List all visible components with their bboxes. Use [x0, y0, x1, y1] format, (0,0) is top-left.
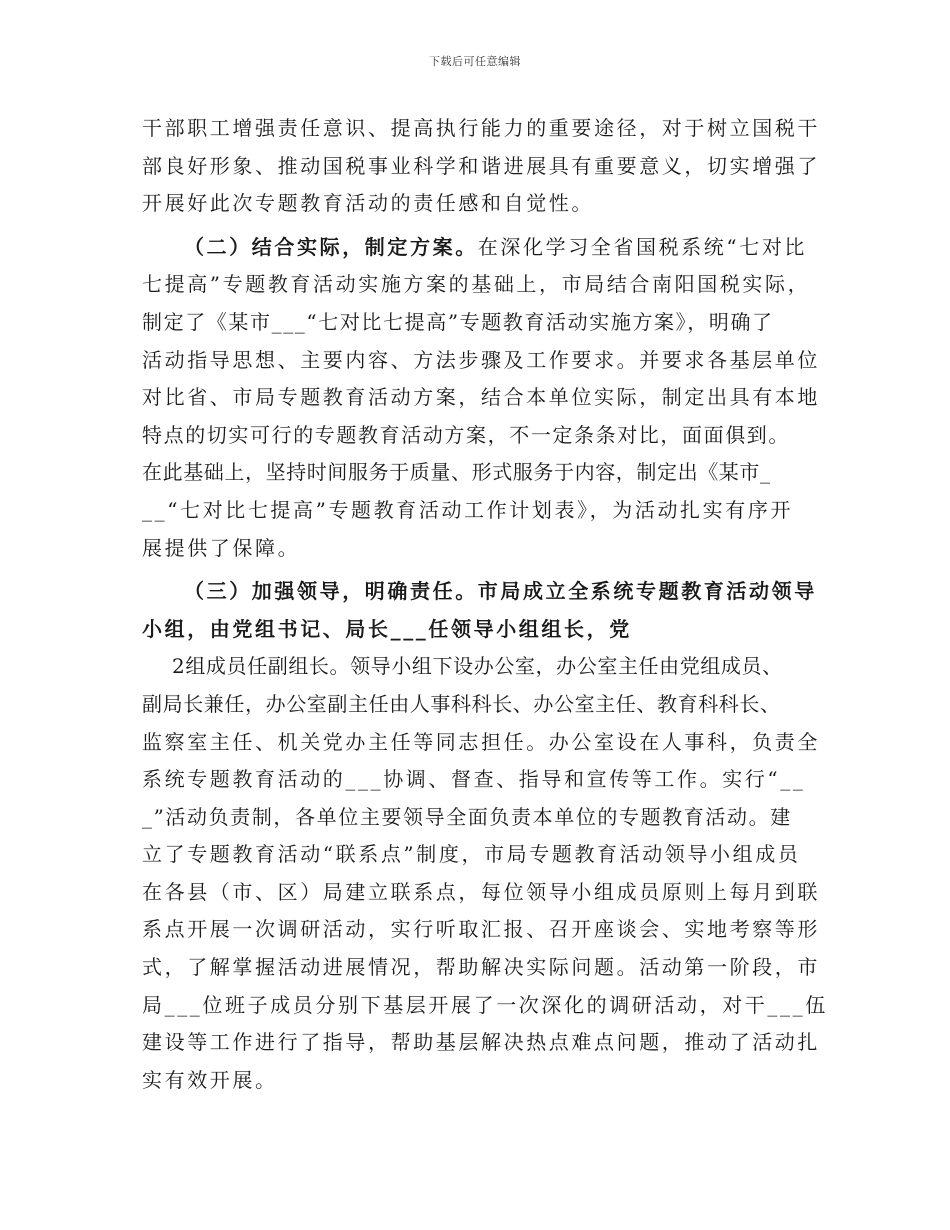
text-line — [142, 229, 822, 267]
page-header: 下载后可任意编辑 — [429, 55, 521, 68]
text-line: 实有效开展。 — [142, 1067, 278, 1092]
text-line: _”活动负责制，各单位主要领导全面负责本单位的专题教育活动。建 — [142, 804, 792, 829]
text-line: 局___位班子成员分别下基层开展了一次深化的调研活动，对干___伍 — [142, 992, 828, 1017]
text-line: 对比省、市局专题教育活动方案，结合本单位实际，制定出具有本地 — [142, 385, 820, 410]
text-line: 式，了解掌握活动进展情况，帮助解决实际问题。活动第一阶段，市 — [142, 955, 820, 980]
text-line: __“七对比七提高”专题教育活动工作计划表》，为活动扎实有序开 — [142, 497, 794, 522]
text-line: 监察室主任、机关党办主任等同志担任。办公室设在人事科，负责全 — [142, 729, 820, 754]
text-line: 特点的切实可行的专题教育活动方案，不一定条条对比，面面俱到。 — [142, 422, 790, 447]
text-line: 2组成员任副组长。领导小组下设办公室，办公室主任由党组成员、 — [172, 654, 783, 679]
text-line: 展提供了保障。 — [142, 535, 301, 560]
text-line: 系统专题教育活动的___协调、督查、指导和宣传等工作。实行“__ — [142, 767, 806, 792]
text-run: 在深化学习全省国税系统“七对比 — [477, 234, 808, 259]
text-line: 小组，由党组书记、局长___任领导小组组长，党 — [142, 616, 632, 641]
text-line: 系点开展一次调研活动，实行听取汇报、召开座谈会、实地考察等形 — [142, 917, 820, 942]
text-line: 制定了《某市___“七对比七提高”专题教育活动实施方案》，明确了 — [142, 309, 774, 334]
document-body — [142, 110, 828, 1099]
text-line: 干部职工增强责任意识、提高执行能力的重要途径，对于树立国税干 — [142, 116, 820, 140]
text-line: 副局长兼任，办公室副主任由人事科科长、办公室主任、教育科科长、 — [142, 691, 781, 716]
text-line: 建设等工作进行了指导，帮助基层解决热点难点问题，推动了活动扎 — [142, 1030, 820, 1055]
section-heading-2: （二）结合实际，制定方案。 — [184, 234, 478, 259]
text-line: 活动指导思想、主要内容、方法步骤及工作要求。并要求各基层单位 — [142, 347, 820, 372]
section-heading-3: （三）加强领导，明确责任。市局成立全系统专题教育活动领导 — [184, 579, 817, 604]
text-line: 立了专题教育活动“联系点”制度，市局专题教育活动领导小组成员 — [142, 842, 801, 867]
text-line: 七提高”专题教育活动实施方案的基础上，市局结合南阳国税实际， — [142, 272, 811, 297]
text-line: 在此基础上，坚持时间服务于质量、形式服务于内容，制定出《某市_ — [142, 460, 771, 485]
text-line: 开展好此次专题教育活动的责任感和自觉性。 — [142, 191, 594, 216]
text-line: 部良好形象、推动国税事业科学和谐进展具有重要意义，切实增强了 — [142, 153, 820, 178]
text-line: 在各县（市、区）局建立联系点，每位领导小组成员原则上每月到联 — [142, 879, 820, 904]
